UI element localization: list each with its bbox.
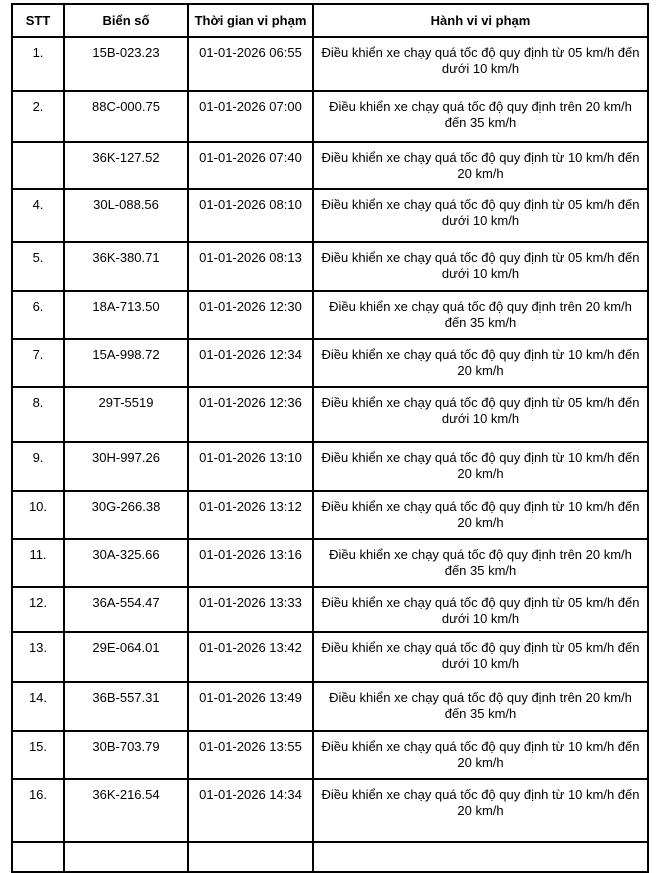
col-header-stt: STT bbox=[12, 4, 64, 37]
cell-plate: 36A-554.47 bbox=[64, 587, 188, 632]
col-header-violation: Hành vi vi phạm bbox=[313, 4, 648, 37]
cell-time: 01-01-2026 13:55 bbox=[188, 731, 313, 779]
table-row bbox=[12, 632, 648, 682]
cell-time: 01-01-2026 07:00 bbox=[188, 91, 313, 142]
cell-stt: 16. bbox=[12, 779, 64, 842]
table-row bbox=[12, 91, 648, 142]
cell-plate: 29T-5519 bbox=[64, 387, 188, 442]
cell-stt: 10. bbox=[12, 491, 64, 539]
cell-time: 01-01-2026 13:10 bbox=[188, 442, 313, 491]
cell-violation: Điều khiển xe chạy quá tốc độ quy định từ 10 km/h đến 20 km/h bbox=[313, 142, 648, 189]
cell-stt: 5. bbox=[12, 242, 64, 291]
cell-time: 01-01-2026 12:30 bbox=[188, 291, 313, 339]
cell-stt bbox=[12, 842, 64, 872]
table-row bbox=[12, 731, 648, 779]
violations-tbody bbox=[12, 37, 648, 872]
cell-plate: 30G-266.38 bbox=[64, 491, 188, 539]
cell-violation: Điều khiển xe chạy quá tốc độ quy định từ 10 km/h đến 20 km/h bbox=[313, 339, 648, 387]
cell-stt: 6. bbox=[12, 291, 64, 339]
table-row bbox=[12, 142, 648, 189]
cell-plate: 18A-713.50 bbox=[64, 291, 188, 339]
cell-stt: 4. bbox=[12, 189, 64, 242]
table-row bbox=[12, 587, 648, 632]
cell-stt: 7. bbox=[12, 339, 64, 387]
cell-stt: 9. bbox=[12, 442, 64, 491]
cell-time: 01-01-2026 13:12 bbox=[188, 491, 313, 539]
cell-stt: 1. bbox=[12, 37, 64, 91]
table-row bbox=[12, 539, 648, 587]
cell-stt: 15. bbox=[12, 731, 64, 779]
cell-violation: Điều khiển xe chạy quá tốc độ quy định từ 10 km/h đến 20 km/h bbox=[313, 779, 648, 842]
cell-stt: 11. bbox=[12, 539, 64, 587]
cell-plate bbox=[64, 842, 188, 872]
cell-time bbox=[188, 842, 313, 872]
cell-stt: 8. bbox=[12, 387, 64, 442]
cell-time: 01-01-2026 14:34 bbox=[188, 779, 313, 842]
table-row bbox=[12, 189, 648, 242]
violations-table bbox=[11, 3, 649, 873]
cell-plate: 30H-997.26 bbox=[64, 442, 188, 491]
table-row bbox=[12, 387, 648, 442]
cell-violation: Điều khiển xe chạy quá tốc độ quy định từ 10 km/h đến 20 km/h bbox=[313, 731, 648, 779]
violations-page bbox=[0, 3, 660, 853]
cell-stt: 2. bbox=[12, 91, 64, 142]
col-header-time: Thời gian vi phạm bbox=[188, 4, 313, 37]
cell-stt bbox=[12, 142, 64, 189]
table-row bbox=[12, 242, 648, 291]
cell-plate: 36K-216.54 bbox=[64, 779, 188, 842]
cell-time: 01-01-2026 08:10 bbox=[188, 189, 313, 242]
cell-time: 01-01-2026 12:36 bbox=[188, 387, 313, 442]
cell-violation: Điều khiển xe chạy quá tốc độ quy định từ 10 km/h đến 20 km/h bbox=[313, 491, 648, 539]
table-row bbox=[12, 339, 648, 387]
cell-plate: 88C-000.75 bbox=[64, 91, 188, 142]
cell-time: 01-01-2026 13:33 bbox=[188, 587, 313, 632]
cell-time: 01-01-2026 13:16 bbox=[188, 539, 313, 587]
cell-plate: 29E-064.01 bbox=[64, 632, 188, 682]
cell-violation bbox=[313, 842, 648, 872]
table-row bbox=[12, 442, 648, 491]
table-row bbox=[12, 779, 648, 842]
cell-plate: 15B-023.23 bbox=[64, 37, 188, 91]
cell-plate: 30L-088.56 bbox=[64, 189, 188, 242]
cell-plate: 36K-127.52 bbox=[64, 142, 188, 189]
partial-row bbox=[12, 842, 648, 872]
cell-violation: Điều khiển xe chạy quá tốc độ quy định trên 20 km/h đến 35 km/h bbox=[313, 539, 648, 587]
cell-time: 01-01-2026 13:42 bbox=[188, 632, 313, 682]
cell-violation: Điều khiển xe chạy quá tốc độ quy định từ 10 km/h đến 20 km/h bbox=[313, 442, 648, 491]
cell-violation: Điều khiển xe chạy quá tốc độ quy định từ 05 km/h đến dưới 10 km/h bbox=[313, 632, 648, 682]
cell-violation: Điều khiển xe chạy quá tốc độ quy định từ 05 km/h đến dưới 10 km/h bbox=[313, 37, 648, 91]
table-row bbox=[12, 491, 648, 539]
cell-plate: 30B-703.79 bbox=[64, 731, 188, 779]
cell-plate: 15A-998.72 bbox=[64, 339, 188, 387]
cell-violation: Điều khiển xe chạy quá tốc độ quy định từ 05 km/h đến dưới 10 km/h bbox=[313, 587, 648, 632]
col-header-plate: Biển số bbox=[64, 4, 188, 37]
cell-plate: 36K-380.71 bbox=[64, 242, 188, 291]
cell-time: 01-01-2026 08:13 bbox=[188, 242, 313, 291]
cell-time: 01-01-2026 13:49 bbox=[188, 682, 313, 731]
header-row bbox=[12, 4, 648, 37]
cell-stt: 12. bbox=[12, 587, 64, 632]
table-row bbox=[12, 682, 648, 731]
cell-time: 01-01-2026 06:55 bbox=[188, 37, 313, 91]
cell-violation: Điều khiển xe chạy quá tốc độ quy định trên 20 km/h đến 35 km/h bbox=[313, 291, 648, 339]
cell-violation: Điều khiển xe chạy quá tốc độ quy định trên 20 km/h đến 35 km/h bbox=[313, 91, 648, 142]
cell-stt: 14. bbox=[12, 682, 64, 731]
cell-violation: Điều khiển xe chạy quá tốc độ quy định từ 05 km/h đến dưới 10 km/h bbox=[313, 189, 648, 242]
cell-stt: 13. bbox=[12, 632, 64, 682]
page bbox=[0, 3, 660, 853]
cell-violation: Điều khiển xe chạy quá tốc độ quy định từ 05 km/h đến dưới 10 km/h bbox=[313, 387, 648, 442]
table-row bbox=[12, 291, 648, 339]
cell-plate: 36B-557.31 bbox=[64, 682, 188, 731]
cell-time: 01-01-2026 07:40 bbox=[188, 142, 313, 189]
cell-violation: Điều khiển xe chạy quá tốc độ quy định từ 05 km/h đến dưới 10 km/h bbox=[313, 242, 648, 291]
cell-time: 01-01-2026 12:34 bbox=[188, 339, 313, 387]
cell-plate: 30A-325.66 bbox=[64, 539, 188, 587]
table-row bbox=[12, 37, 648, 91]
cell-violation: Điều khiển xe chạy quá tốc độ quy định trên 20 km/h đến 35 km/h bbox=[313, 682, 648, 731]
